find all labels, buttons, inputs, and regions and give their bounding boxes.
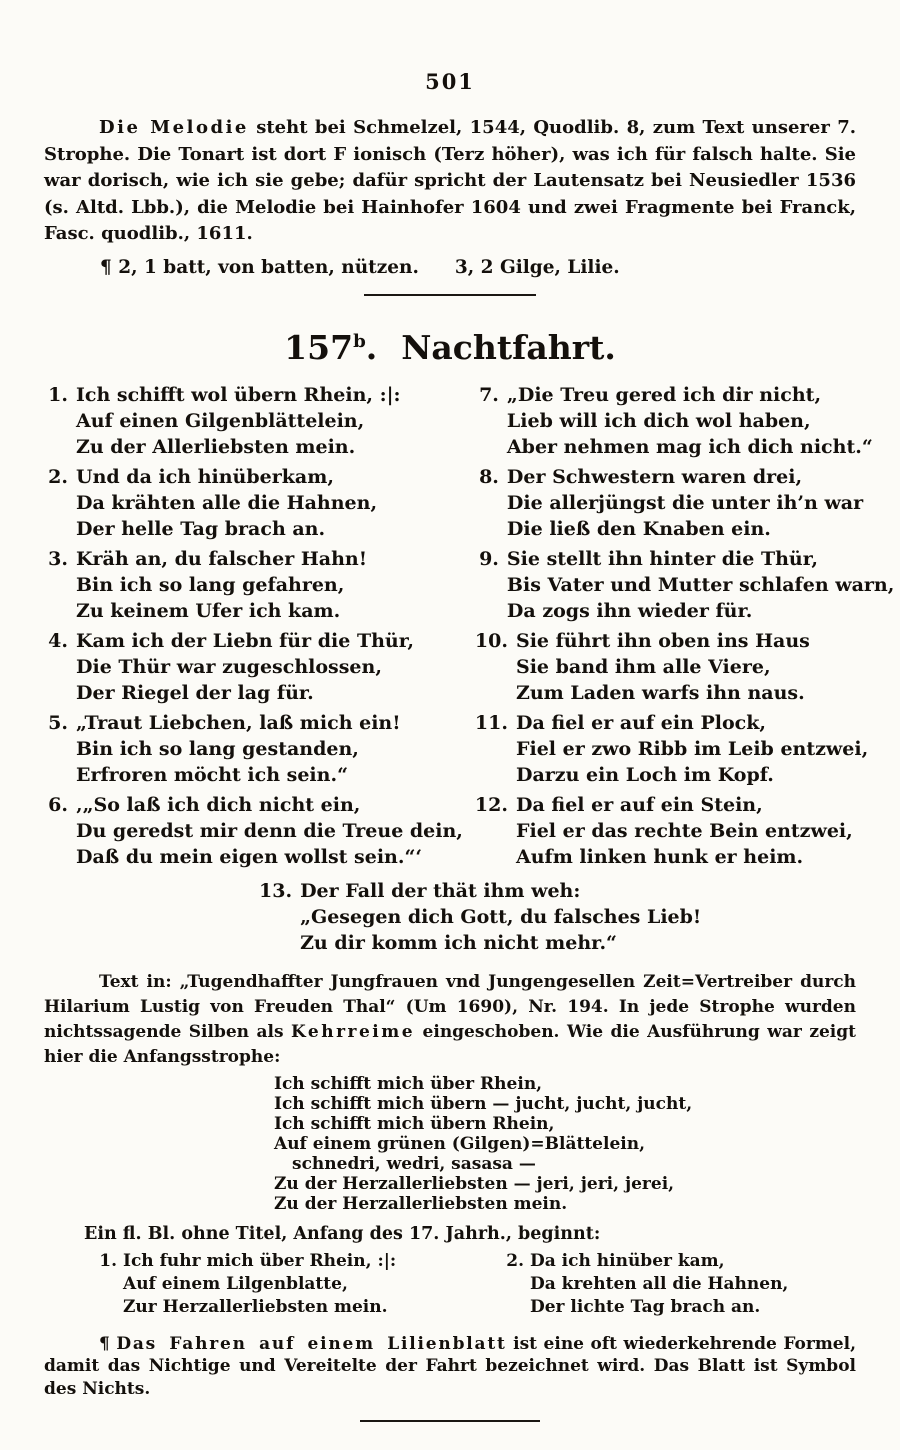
section-divider-top [364, 294, 536, 296]
verse-lines: Kräh an, du falscher Hahn! Bin ich so lang gefahren, Zu keinem Ufer ich kam. [76, 547, 368, 622]
flyleaf-verses [44, 1250, 856, 1319]
verse-lines: Da fiel er auf ein Stein, Fiel er das rechte Bein entzwei, Aufm linken hunk er heim. [515, 793, 853, 868]
verse-4 [44, 628, 463, 706]
verse-lines: Ich fuhr mich über Rhein, :|: Auf einem Lilgenblatte, Zur Herzallerliebsten mein. [123, 1250, 397, 1317]
verse-8 [475, 464, 894, 542]
verse-lines: Der Schwestern waren drei, Die allerjüngst die unter ih’n war Die ließ den Knaben ein. [506, 465, 864, 540]
refrain-line: Ich schifft mich über Rhein, [274, 1073, 543, 1094]
verse-lines: Der Fall der thät ihm weh: „Gesegen dich Gott, du falsches Lieb! Zu dir komm ich nicht mehr.“ [300, 879, 702, 954]
footnote-paragraph [44, 1333, 856, 1401]
verse-number: 11. [474, 711, 508, 734]
verse-number: 13. [259, 879, 293, 902]
page-number: 501 [425, 69, 475, 94]
song-verses [44, 382, 895, 874]
refrain-line: Zu der Herzallerliebsten — jeri, jeri, jerei, [274, 1173, 675, 1194]
text-source-before: Text in: „Tugendhaffter Jungfrauen vnd Jungengesellen Zeit=Vertreiber durch Hilarium Lustig von Freuden Thal“ (Um 1690), Nr. 194. In jede Strophe wurden nichtssagende Silben als [44, 971, 856, 1042]
song-name: Nachtfahrt. [401, 327, 616, 367]
verse-number: 4. [48, 629, 68, 652]
editorial-note-right: 3, 2 Gilge, Lilie. [454, 256, 620, 278]
verse-lines: ‚„So laß ich dich nicht ein, Du geredst mir denn die Treue dein, Daß du mein eigen wollst sein.“‘ [76, 793, 463, 868]
refrain-line: Zu der Herzallerliebsten mein. [274, 1193, 568, 1214]
verse-number: 10. [474, 629, 508, 652]
verse-lines: „Traut Liebchen, laß mich ein! Bin ich so lang gestanden, Erfroren möcht ich sein.“ [76, 711, 401, 786]
verse-lines: „Die Treu gered ich dir nicht, Lieb will ich dich wol haben, Aber nehmen mag ich dich nicht.“ [506, 383, 873, 458]
refrain-line: Ich schifft mich übern — jucht, jucht, jucht, [274, 1093, 693, 1114]
editorial-note-left: ¶ 2, 1 batt, von batten, nützen. [100, 256, 419, 278]
verse-lines: Sie stellt ihn hinter die Thür, Bis Vater und Mutter schlafen warn, Da zogs ihn wieder für. [506, 547, 895, 622]
verse-number: 1. [99, 1250, 117, 1271]
verse-lines: Kam ich der Liebn für die Thür, Die Thür war zugeschlossen, Der Riegel der lag für. [76, 629, 414, 704]
verse-column-left [44, 382, 463, 874]
verse-7 [475, 382, 894, 460]
verse-number: 12. [474, 793, 508, 816]
verse-column-right [475, 382, 894, 874]
verse-number: 2. [48, 465, 68, 488]
verse-lines: Da fiel er auf ein Plock, Fiel er zwo Ribb im Leib entzwei, Darzu ein Loch im Kopf. [515, 711, 869, 786]
verse-6 [44, 792, 463, 870]
verse-number: 7. [479, 383, 499, 406]
melody-note-paragraph [44, 115, 856, 248]
verse-number: 5. [48, 711, 68, 734]
song-number-superscript: b [353, 330, 366, 352]
verse-3 [44, 546, 463, 624]
melody-note-text: steht bei Schmelzel, 1544, Quodlib. 8, zum Text unserer 7. Strophe. Die Tonart ist dort F ionisch (Terz höher), was ich für falsch halte. Sie war dorisch, wie ich sie gebe; dafür spricht der Lautensatz bei Neusiedler 1536 (s. Altd. Lbb.), die Melodie bei Hainhofer 1604 und zwei Fragmente bei Franck, Fasc. quodlib., 1611. [44, 117, 856, 244]
verse-number: 8. [479, 465, 499, 488]
verse-11 [475, 710, 894, 788]
verse-number: 9. [479, 547, 499, 570]
verse-lines: Sie führt ihn oben ins Haus Sie band ihm alle Viere, Zum Laden warfs ihn naus. [515, 629, 810, 704]
verse-number: 1. [48, 383, 68, 406]
verse-13 [259, 878, 856, 956]
section-divider-bottom [360, 1420, 540, 1422]
text-source-paragraph [44, 970, 856, 1070]
refrain-example-verse [274, 1074, 856, 1214]
verse-10 [475, 628, 894, 706]
song-title [44, 322, 856, 368]
refrain-line: Auf einem grünen (Gilgen)=Blättelein, [274, 1133, 645, 1154]
verse-lines: Da ich hinüber kam, Da krehten all die Hahnen, Der lichte Tag brach an. [530, 1250, 789, 1317]
song-number: 157$^b$. [284, 327, 378, 367]
editorial-note [44, 256, 856, 280]
verse-1 [44, 382, 463, 460]
verse-number: 2. [506, 1250, 524, 1271]
refrain-line: Ich schifft mich übern Rhein, [274, 1113, 555, 1134]
spaced-lilienblatt: Das Fahren auf einem Lilienblatt [116, 1333, 507, 1354]
verse-number: 6. [48, 793, 68, 816]
footnote-pilcrow: ¶ [99, 1333, 117, 1354]
footnote-text: ist eine oft wiederkehrende Formel, damit das Nichtige und Vereitelte der Fahrt bezeichnet wird. Das Blatt ist Symbol des Nichts. [44, 1333, 856, 1399]
verse-lines: Und da ich hinüberkam, Da krähten alle die Hahnen, Der helle Tag brach an. [76, 465, 378, 540]
verse-5 [44, 710, 463, 788]
spaced-kehrreime: Kehrreime [291, 1021, 416, 1042]
verse-9 [475, 546, 894, 624]
text-source-after: eingeschoben. Wie die Ausführung war zeigt hier die Anfangsstrophe: [44, 1021, 857, 1067]
verse-number: 3. [48, 547, 68, 570]
flyleaf-verse-1 [99, 1250, 444, 1319]
verse-12 [475, 792, 894, 870]
verse-lines: Ich schifft wol übern Rhein, :|: Auf einen Gilgenblättelein, Zu der Allerliebsten mein. [76, 383, 401, 458]
flyleaf-heading: Ein fl. Bl. ohne Titel, Anfang des 17. Jahrh., beginnt: [84, 1223, 601, 1244]
flyleaf-verse-2 [506, 1250, 856, 1319]
refrain-line: schnedri, wedri, sasasa — [292, 1153, 536, 1174]
spaced-lead: Die Melodie [99, 117, 249, 138]
verse-2 [44, 464, 463, 542]
